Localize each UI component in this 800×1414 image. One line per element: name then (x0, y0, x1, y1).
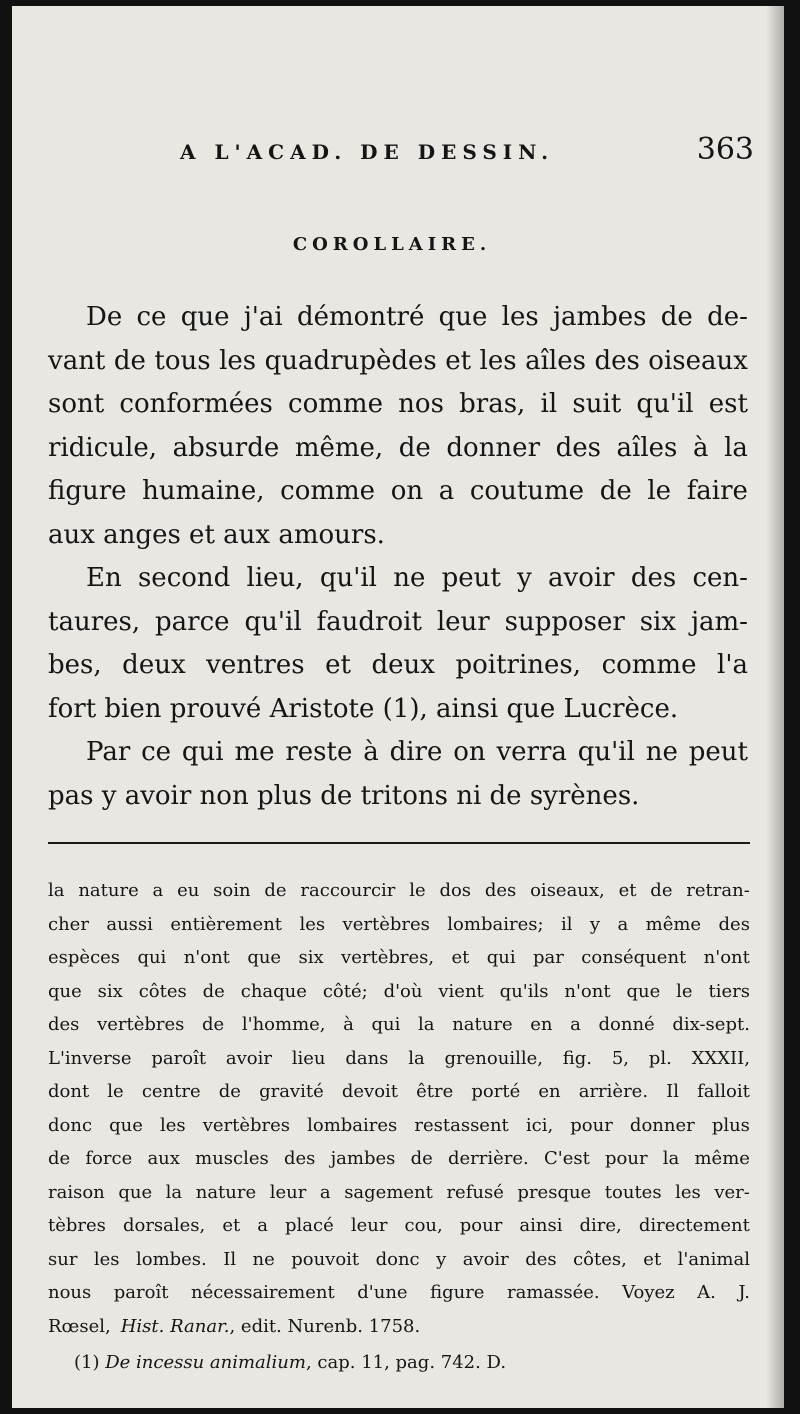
footnote-line (48, 874, 750, 908)
word: a (257, 1215, 268, 1236)
body-text (48, 296, 748, 818)
footnote-rule (48, 842, 750, 844)
word: nous (48, 1282, 92, 1303)
word: avoir (548, 563, 615, 593)
word: me (234, 737, 275, 767)
word: qui (486, 947, 516, 968)
word: comme (288, 389, 383, 419)
word: retran- (686, 880, 750, 901)
footnote-line (48, 908, 750, 942)
word: leur (350, 1215, 388, 1236)
footnote-line (48, 1075, 750, 1109)
word: paroît (113, 1282, 169, 1303)
word: En (86, 563, 122, 593)
word: côté; (322, 980, 368, 1002)
word: aîles (616, 432, 678, 463)
word: de- (707, 302, 748, 332)
word: l'a (717, 650, 748, 680)
word: cen- (692, 563, 748, 593)
word: A. (697, 1282, 716, 1303)
word: la (418, 1014, 435, 1035)
word: de (650, 880, 673, 901)
word: absurde (172, 432, 280, 463)
word: nature (452, 1014, 513, 1035)
word: Par (86, 737, 131, 767)
word: et (445, 345, 472, 376)
word: donner (629, 1114, 695, 1136)
word: six (97, 980, 123, 1002)
word: leur (269, 1181, 307, 1203)
word: poitrines, (455, 650, 582, 680)
word: dont (48, 1081, 90, 1102)
footnote-ref-title: De incessu animalium (105, 1352, 306, 1373)
word: la (662, 1148, 680, 1169)
word: j'ai (243, 302, 283, 332)
word: dorsales, (122, 1215, 206, 1236)
word: faire (686, 476, 748, 506)
word: raccourcir (300, 880, 396, 901)
word: a (319, 1181, 331, 1203)
word: pour (605, 1148, 648, 1169)
footnote-line (48, 975, 750, 1009)
word: en (530, 1014, 553, 1035)
word: taures, (48, 606, 141, 637)
word: le (409, 880, 426, 901)
word: de (113, 345, 146, 376)
footnote-line (48, 1042, 750, 1076)
word: 5, (611, 1047, 629, 1069)
word: supposer (504, 606, 625, 637)
word: ce (136, 302, 167, 332)
paragraph-line (48, 514, 748, 558)
word: leur (436, 606, 490, 637)
word: raison (48, 1181, 105, 1203)
footnote-line (48, 1276, 750, 1310)
word: muscles (195, 1148, 269, 1169)
word: espèces (48, 947, 121, 968)
word: vertèbres (342, 913, 430, 935)
word: porté (471, 1081, 521, 1102)
word: pour (459, 1215, 503, 1236)
word: qu'il (577, 737, 635, 767)
word: chaque (240, 980, 307, 1002)
word: cou, (404, 1215, 443, 1236)
word: dans (345, 1047, 389, 1069)
word: nature (78, 880, 139, 901)
word: donner (446, 432, 540, 463)
word: dire, (579, 1215, 622, 1236)
word: même (694, 1148, 750, 1169)
word: de (599, 476, 632, 506)
word: des (555, 432, 601, 463)
word: De (86, 302, 123, 332)
footnote-line (48, 1142, 750, 1176)
word: même (645, 913, 702, 935)
footnote-line-last (48, 1310, 750, 1344)
word: les (219, 345, 257, 376)
word: être (416, 1081, 454, 1102)
word: oiseaux (648, 345, 748, 376)
word: les (159, 1114, 186, 1136)
word: tous (154, 345, 211, 376)
word: des (718, 913, 750, 935)
word: côtes (138, 980, 187, 1002)
word: démontré (297, 302, 425, 332)
word: a (438, 476, 455, 506)
word: six (639, 606, 677, 637)
word: falloit (697, 1081, 750, 1102)
word: vertèbres (97, 1014, 185, 1035)
word: pl. (648, 1047, 672, 1069)
page-edge-shadow (766, 6, 784, 1408)
word: eu (177, 880, 200, 901)
footnote-reference (74, 1352, 506, 1373)
word: jambes (552, 302, 647, 332)
word: l'animal (677, 1248, 750, 1270)
word: L'inverse (48, 1047, 132, 1069)
word: lieu (291, 1047, 326, 1069)
paragraph-line (48, 340, 748, 384)
word: de (410, 1148, 433, 1169)
word: avoir (225, 1047, 272, 1069)
word: la (724, 432, 748, 463)
word: refusé (446, 1181, 504, 1203)
paragraph-line-text: aux anges et aux amours. (48, 519, 385, 550)
word: aux (147, 1148, 180, 1169)
word: et (643, 1248, 662, 1270)
word: grenouille, (444, 1047, 543, 1069)
word: les (299, 913, 326, 935)
word: presque (517, 1181, 592, 1203)
footnote-work-title: Hist. Ranar. (120, 1315, 230, 1337)
footnote-line (48, 1176, 750, 1210)
word: quadrupèdes (264, 345, 437, 376)
word: vient (438, 980, 484, 1002)
word: oiseaux, (530, 880, 605, 901)
word: de (398, 432, 431, 463)
footnote-line (48, 1109, 750, 1143)
word: six (298, 947, 324, 968)
word: qu'il (636, 389, 694, 419)
word: donné (598, 1014, 655, 1035)
word: a (152, 880, 164, 901)
word: fig. (562, 1047, 593, 1069)
word: à (692, 432, 709, 463)
word: avoir (462, 1248, 509, 1270)
word: des (525, 1248, 557, 1270)
word: pour (570, 1114, 613, 1136)
section-heading: COROLLAIRE. (292, 234, 492, 255)
word: cher (48, 913, 89, 935)
word: n'ont (703, 947, 750, 968)
word: et (325, 650, 351, 680)
word: deux (122, 650, 186, 680)
word: placé (285, 1215, 334, 1236)
word: plus (711, 1114, 750, 1136)
word: que (247, 947, 282, 968)
footnote-edition: , edit. Nurenb. 1758. (229, 1315, 421, 1337)
paragraph-line-text: pas y avoir non plus de tritons ni de syrènes. (48, 780, 640, 811)
word: côtes, (573, 1248, 627, 1270)
word: la (48, 880, 65, 901)
word: entièrement (170, 913, 283, 935)
word: d'où (383, 980, 423, 1002)
word: de (218, 1081, 241, 1102)
word: que (626, 980, 661, 1002)
word: Voyez (622, 1282, 675, 1303)
word: que (48, 980, 82, 1002)
word: les (479, 345, 517, 376)
footnote-line (48, 1008, 750, 1042)
word: gravité (259, 1081, 324, 1102)
word: il (540, 389, 558, 419)
word: ne (645, 737, 678, 767)
word: peut (688, 737, 748, 767)
word: les (675, 1181, 701, 1203)
word: des (283, 1148, 316, 1169)
paragraph-line (48, 775, 748, 819)
word: figure (430, 1282, 485, 1303)
word: et (618, 880, 637, 901)
footnote-marker: (1) (74, 1352, 100, 1373)
word: jam- (690, 606, 748, 637)
word: jambes (330, 1148, 396, 1169)
word: qu'ils (499, 980, 549, 1002)
word: reste (285, 737, 353, 767)
word: toutes (604, 1181, 662, 1203)
word: y (517, 563, 532, 593)
word: que (180, 302, 230, 332)
word: ce (141, 737, 172, 767)
word: de (660, 302, 693, 332)
word: le (647, 476, 672, 506)
word: verra (496, 737, 567, 767)
word: qu'il (319, 563, 377, 593)
word: n'ont (564, 980, 611, 1002)
word: y (436, 1248, 447, 1270)
word: nécessairement (190, 1282, 335, 1303)
word: devoit (341, 1081, 399, 1102)
word: que (118, 1181, 153, 1203)
word: des (594, 345, 640, 376)
word: arrière. (578, 1081, 649, 1102)
word: coutume (469, 476, 585, 506)
word: qui (137, 947, 167, 968)
word: n'ont (183, 947, 230, 968)
word: paroît (151, 1047, 207, 1069)
word: restassent (414, 1114, 509, 1136)
word: peut (441, 563, 501, 593)
word: est (708, 389, 748, 419)
paragraph-line (48, 688, 748, 732)
footnote-line (48, 1209, 750, 1243)
word: on (453, 737, 486, 767)
page-number: 363 (696, 132, 754, 167)
word: de (202, 1014, 225, 1035)
paragraph-line (48, 644, 748, 688)
word: deux (371, 650, 435, 680)
word: bes, (48, 650, 102, 680)
word: faudroit (316, 606, 422, 637)
word: figure (48, 476, 127, 506)
word: Il (223, 1248, 237, 1270)
word: dire (389, 737, 443, 767)
word: y (589, 913, 601, 935)
word: à (343, 1014, 354, 1035)
footnote-line (48, 941, 750, 975)
word: l'homme, (241, 1014, 326, 1035)
word: ridicule, (48, 432, 157, 463)
word: a (617, 913, 629, 935)
word: on (390, 476, 424, 506)
word: ventres (206, 650, 305, 680)
word: sur (48, 1248, 78, 1270)
paragraph-line (48, 731, 748, 775)
running-head: A L'ACAD. DE DESSIN. (180, 140, 555, 164)
word: il (560, 913, 573, 935)
word: lombes. (135, 1248, 207, 1270)
word: de (264, 880, 287, 901)
word: ici, (525, 1114, 554, 1136)
word: ne (393, 563, 426, 593)
word: vertèbres (202, 1114, 291, 1136)
paragraph-line (48, 383, 748, 427)
word: que (109, 1114, 143, 1136)
word: à (363, 737, 379, 767)
word: J. (738, 1282, 750, 1303)
word: ainsi (519, 1215, 563, 1236)
word: humaine, (142, 476, 265, 506)
word: aussi (106, 913, 153, 935)
paragraph-line (48, 601, 748, 645)
word: dix-sept. (672, 1014, 750, 1035)
word: des (484, 880, 517, 901)
word: donc (48, 1114, 93, 1136)
word: tèbres (48, 1215, 106, 1236)
word: qui (181, 737, 224, 767)
word: pouvoit (291, 1248, 360, 1270)
word: parce (155, 606, 230, 637)
word: de (202, 980, 225, 1002)
word: en (538, 1081, 561, 1102)
word: d'une (357, 1282, 408, 1303)
word: lombaires (307, 1114, 398, 1136)
word: a (570, 1014, 581, 1035)
word: Il (666, 1081, 680, 1102)
paragraph-line (48, 557, 748, 601)
word: ne (252, 1248, 275, 1270)
word: lombaires; (447, 913, 544, 935)
word: sont (48, 389, 105, 419)
word: conséquent (581, 947, 687, 968)
word: tiers (708, 980, 750, 1002)
word: et (451, 947, 470, 968)
word: ver- (714, 1181, 750, 1203)
word: les (501, 302, 539, 332)
word: C'est (543, 1148, 590, 1169)
word: la (165, 1181, 183, 1203)
word: soin (213, 880, 251, 901)
word: des (630, 563, 677, 593)
word: sagement (344, 1181, 433, 1203)
word: et (222, 1215, 241, 1236)
word: donc (375, 1248, 420, 1270)
word: second (137, 563, 231, 593)
word: le (107, 1081, 124, 1102)
word: XXXII, (691, 1047, 750, 1069)
book-page (12, 6, 784, 1408)
word: dos (439, 880, 472, 901)
footnote-ref-rest: , cap. 11, pag. 742. D. (305, 1352, 507, 1373)
word: le (676, 980, 693, 1002)
word: qui (371, 1014, 401, 1035)
word: centre (141, 1081, 201, 1102)
word: conformées (119, 389, 273, 419)
word: vant (48, 345, 106, 376)
word: directement (638, 1215, 750, 1236)
word: comme (280, 476, 376, 506)
word: nature (195, 1181, 257, 1203)
word: que (438, 302, 488, 332)
word: suit (572, 389, 622, 419)
paragraph-line (48, 296, 748, 340)
footnote-line (48, 1243, 750, 1277)
word: de (48, 1148, 71, 1169)
word: par (533, 947, 564, 968)
word: force (85, 1148, 133, 1169)
word: les (93, 1248, 120, 1270)
word: même, (294, 432, 384, 463)
footnote-text (48, 874, 750, 1343)
word: aîles (525, 345, 586, 376)
word: la (408, 1047, 425, 1069)
word: ramassée. (506, 1282, 600, 1303)
word: comme (601, 650, 697, 680)
word: des (48, 1014, 80, 1035)
word: bras, (459, 389, 526, 419)
word: vertèbres, (341, 947, 435, 968)
footnote-author: Rœsel, (48, 1315, 111, 1337)
paragraph-line (48, 470, 748, 514)
word: lieu, (246, 563, 304, 593)
paragraph-line (48, 427, 748, 471)
word: derrière. (447, 1148, 529, 1169)
word: qu'il (244, 606, 302, 637)
word: nos (398, 389, 444, 419)
paragraph-line-text: fort bien prouvé Aristote (1), ainsi que Lucrèce. (48, 693, 679, 724)
